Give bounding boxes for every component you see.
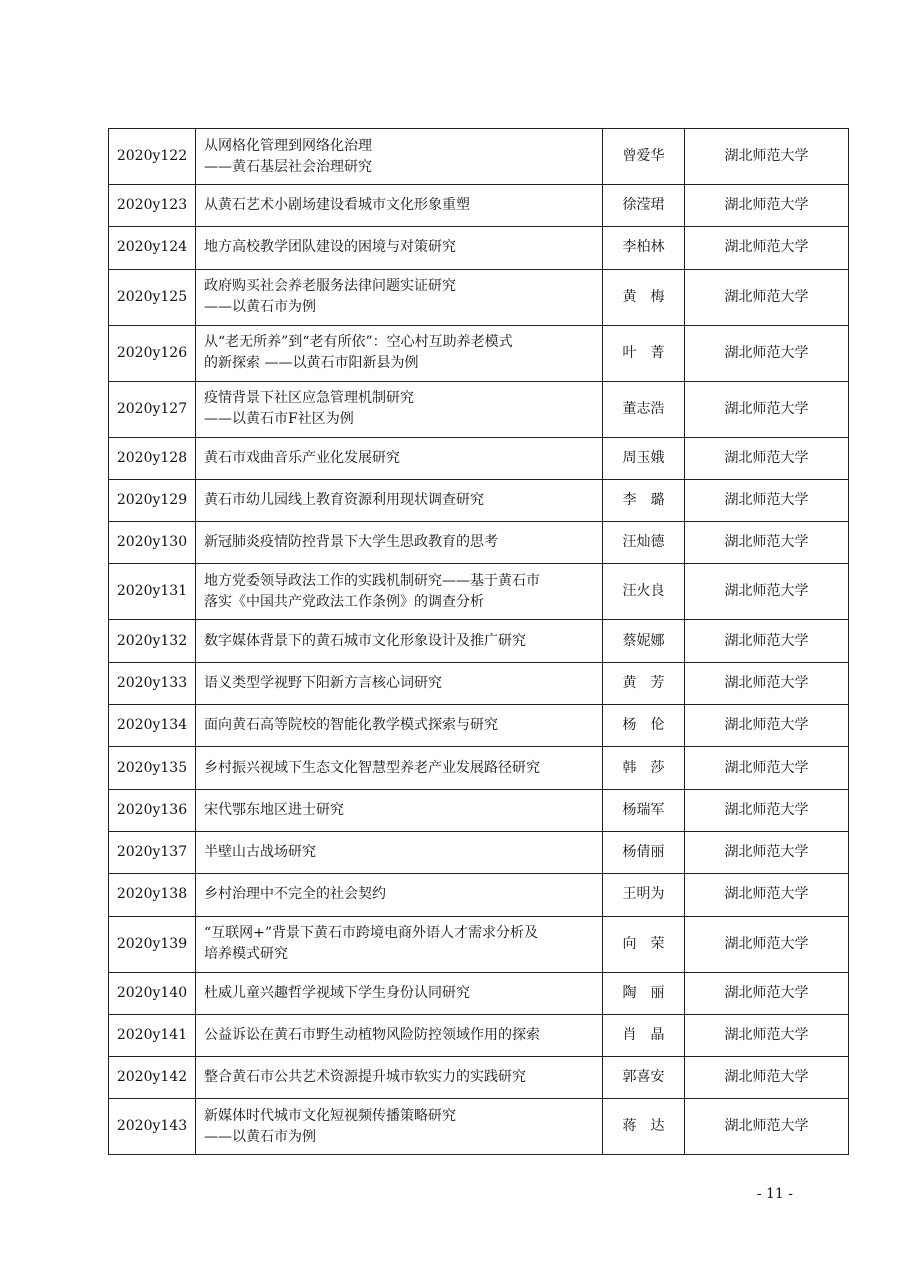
project-leader-cell: 王明为 <box>603 874 685 916</box>
project-title-line: 新媒体时代城市文化短视频传播策略研究 <box>204 1107 456 1124</box>
project-leader-cell: 杨瑞军 <box>603 789 685 831</box>
project-title-line: 从“老无所养”到“老有所依”：空心村互助养老模式 <box>204 334 513 351</box>
project-title-line: 地方党委领导政法工作的实践机制研究——基于黄石市 <box>204 572 540 589</box>
project-title-cell <box>196 1057 603 1099</box>
project-title-line: ——以黄石市为例 <box>204 1128 316 1145</box>
project-title-line: 培养模式研究 <box>204 946 288 963</box>
project-leader-cell: 汪灿德 <box>603 522 685 564</box>
institution-cell: 湖北师范大学 <box>685 269 849 325</box>
project-title-line: 面向黄石高等院校的智能化教学模式探索与研究 <box>204 717 498 734</box>
project-id-cell: 2020y122 <box>109 129 196 185</box>
project-title-line: 疫情背景下社区应急管理机制研究 <box>204 390 414 407</box>
table-row <box>109 705 849 747</box>
table-row <box>109 972 849 1014</box>
project-id-cell: 2020y128 <box>109 437 196 479</box>
project-id-cell: 2020y136 <box>109 789 196 831</box>
institution-cell: 湖北师范大学 <box>685 705 849 747</box>
institution-cell: 湖北师范大学 <box>685 620 849 662</box>
project-id-cell: 2020y138 <box>109 874 196 916</box>
institution-cell: 湖北师范大学 <box>685 437 849 479</box>
project-title-line: 政府购买社会养老服务法律问题实证研究 <box>204 278 456 295</box>
table-row <box>109 831 849 873</box>
institution-cell: 湖北师范大学 <box>685 227 849 269</box>
project-title-line: ——黄石基层社会治理研究 <box>204 158 372 175</box>
project-id-cell: 2020y127 <box>109 381 196 437</box>
project-title-cell <box>196 437 603 479</box>
project-table <box>108 128 849 1155</box>
institution-cell: 湖北师范大学 <box>685 874 849 916</box>
table-row <box>109 325 849 381</box>
institution-cell: 湖北师范大学 <box>685 789 849 831</box>
project-title-cell <box>196 916 603 972</box>
project-id-cell: 2020y143 <box>109 1099 196 1155</box>
project-leader-cell: 李 璐 <box>603 479 685 521</box>
institution-cell: 湖北师范大学 <box>685 129 849 185</box>
project-title-cell <box>196 705 603 747</box>
project-leader-cell: 肖 晶 <box>603 1014 685 1056</box>
project-leader-cell: 周玉娥 <box>603 437 685 479</box>
project-title-line: 杜威儿童兴趣哲学视域下学生身份认同研究 <box>204 984 470 1001</box>
project-leader-cell: 郭喜安 <box>603 1057 685 1099</box>
institution-cell: 湖北师范大学 <box>685 381 849 437</box>
project-leader-cell: 杨 伦 <box>603 705 685 747</box>
project-id-cell: 2020y134 <box>109 705 196 747</box>
institution-cell: 湖北师范大学 <box>685 831 849 873</box>
project-id-cell: 2020y131 <box>109 564 196 620</box>
table-row <box>109 747 849 789</box>
table-row <box>109 564 849 620</box>
project-title-line: 半壁山古战场研究 <box>204 844 316 861</box>
institution-cell: 湖北师范大学 <box>685 1014 849 1056</box>
project-title-line: 公益诉讼在黄石市野生动植物风险防控领域作用的探索 <box>204 1027 540 1043</box>
project-title-line: 黄石市戏曲音乐产业化发展研究 <box>204 449 400 466</box>
project-leader-cell: 叶 菁 <box>603 325 685 381</box>
table-row <box>109 381 849 437</box>
project-title-line: “互联网+”背景下黄石市跨境电商外语人才需求分析及 <box>204 925 539 942</box>
project-title-cell <box>196 747 603 789</box>
project-title-cell <box>196 227 603 269</box>
project-title-line: 新冠肺炎疫情防控背景下大学生思政教育的思考 <box>204 534 498 551</box>
institution-cell: 湖北师范大学 <box>685 185 849 227</box>
project-leader-cell: 徐滢珺 <box>603 185 685 227</box>
table-row <box>109 662 849 704</box>
project-title-line: 黄石市幼儿园线上教育资源利用现状调查研究 <box>204 492 484 509</box>
project-leader-cell: 陶 丽 <box>603 972 685 1014</box>
table-row <box>109 916 849 972</box>
page-number: - 11 - <box>756 1186 793 1202</box>
table-row <box>109 1099 849 1155</box>
project-title-line: 的新探索 ——以黄石市阳新县为例 <box>204 355 419 372</box>
project-title-cell <box>196 564 603 620</box>
project-id-cell: 2020y140 <box>109 972 196 1014</box>
table-row <box>109 789 849 831</box>
project-leader-cell: 黄 芳 <box>603 662 685 704</box>
project-title-cell <box>196 522 603 564</box>
project-title-line: 宋代鄂东地区进士研究 <box>204 801 344 818</box>
table-row <box>109 1057 849 1099</box>
project-title-cell <box>196 874 603 916</box>
institution-cell: 湖北师范大学 <box>685 479 849 521</box>
project-id-cell: 2020y130 <box>109 522 196 564</box>
project-id-cell: 2020y139 <box>109 916 196 972</box>
table-row <box>109 129 849 185</box>
project-title-cell <box>196 1014 603 1056</box>
project-title-line: 从网格化管理到网络化治理 <box>204 137 372 154</box>
project-title-cell <box>196 831 603 873</box>
project-id-cell: 2020y124 <box>109 227 196 269</box>
project-title-cell <box>196 479 603 521</box>
project-title-line: ——以黄石市为例 <box>204 299 316 316</box>
project-id-cell: 2020y123 <box>109 185 196 227</box>
table-row <box>109 522 849 564</box>
project-id-cell: 2020y133 <box>109 662 196 704</box>
table-row <box>109 1014 849 1056</box>
project-title-line: 乡村治理中不完全的社会契约 <box>204 886 386 903</box>
table-row <box>109 437 849 479</box>
table-row <box>109 185 849 227</box>
institution-cell: 湖北师范大学 <box>685 564 849 620</box>
project-title-cell <box>196 972 603 1014</box>
project-id-cell: 2020y125 <box>109 269 196 325</box>
institution-cell: 湖北师范大学 <box>685 972 849 1014</box>
project-title-line: ——以黄石市F社区为例 <box>204 411 354 428</box>
project-title-cell <box>196 620 603 662</box>
project-title-line: 地方高校教学团队建设的困境与对策研究 <box>204 239 456 256</box>
project-leader-cell: 杨倩丽 <box>603 831 685 873</box>
project-title-cell <box>196 185 603 227</box>
project-leader-cell: 董志浩 <box>603 381 685 437</box>
project-id-cell: 2020y129 <box>109 479 196 521</box>
institution-cell: 湖北师范大学 <box>685 747 849 789</box>
project-title-line: 落实《中国共产党政法工作条例》的调查分析 <box>204 593 484 610</box>
project-title-line: 从黄石艺术小剧场建设看城市文化形象重塑 <box>204 197 470 214</box>
project-leader-cell: 韩 莎 <box>603 747 685 789</box>
project-id-cell: 2020y141 <box>109 1014 196 1056</box>
institution-cell: 湖北师范大学 <box>685 522 849 564</box>
project-title-line: 整合黄石市公共艺术资源提升城市软实力的实践研究 <box>204 1069 526 1086</box>
project-id-cell: 2020y135 <box>109 747 196 789</box>
project-title-line: 数字媒体背景下的黄石城市文化形象设计及推广研究 <box>204 632 526 649</box>
project-leader-cell: 李柏林 <box>603 227 685 269</box>
project-leader-cell: 汪火良 <box>603 564 685 620</box>
project-leader-cell: 蒋 达 <box>603 1099 685 1155</box>
project-title-line: 乡村振兴视域下生态文化智慧型养老产业发展路径研究 <box>204 759 540 776</box>
project-id-cell: 2020y137 <box>109 831 196 873</box>
project-leader-cell: 蔡妮娜 <box>603 620 685 662</box>
institution-cell: 湖北师范大学 <box>685 916 849 972</box>
project-title-cell <box>196 325 603 381</box>
project-table-body <box>109 129 849 1155</box>
project-title-cell <box>196 1099 603 1155</box>
institution-cell: 湖北师范大学 <box>685 1057 849 1099</box>
project-leader-cell: 黄 梅 <box>603 269 685 325</box>
project-title-line: 语义类型学视野下阳新方言核心词研究 <box>204 674 442 691</box>
table-row <box>109 227 849 269</box>
table-row <box>109 874 849 916</box>
institution-cell: 湖北师范大学 <box>685 325 849 381</box>
institution-cell: 湖北师范大学 <box>685 1099 849 1155</box>
institution-cell: 湖北师范大学 <box>685 662 849 704</box>
project-id-cell: 2020y132 <box>109 620 196 662</box>
project-title-cell <box>196 662 603 704</box>
project-title-cell <box>196 269 603 325</box>
project-title-cell <box>196 129 603 185</box>
table-row <box>109 620 849 662</box>
table-row <box>109 269 849 325</box>
project-id-cell: 2020y126 <box>109 325 196 381</box>
project-title-cell <box>196 381 603 437</box>
table-row <box>109 479 849 521</box>
project-leader-cell: 曾爱华 <box>603 129 685 185</box>
project-leader-cell: 向 荣 <box>603 916 685 972</box>
project-id-cell: 2020y142 <box>109 1057 196 1099</box>
project-title-cell <box>196 789 603 831</box>
